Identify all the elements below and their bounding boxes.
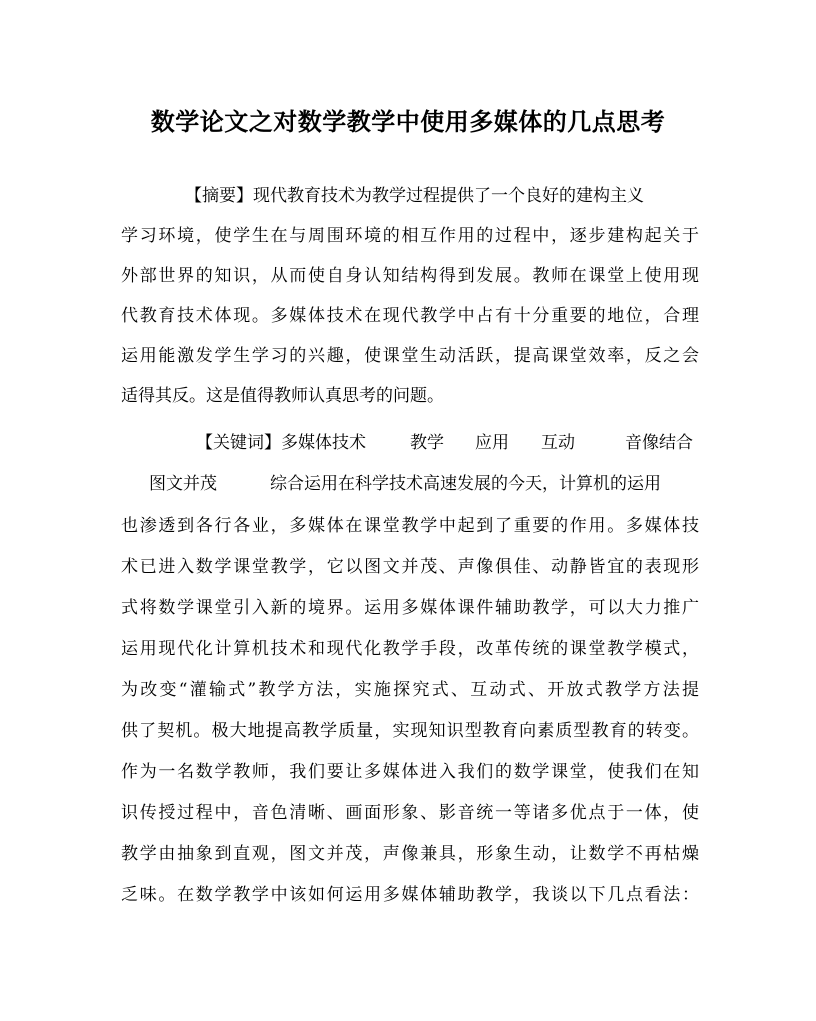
abstract-line: 代教育技术体现。多媒体技术在现代教学中占有十分重要的地位，合理 bbox=[121, 306, 699, 326]
abstract-line: 【摘要】现代教育技术为教学过程提供了一个良好的建构主义 bbox=[185, 186, 644, 206]
keyword: 应用 bbox=[475, 433, 509, 453]
abstract-line: 适得其反。这是值得教师认真思考的问题。 bbox=[121, 386, 444, 406]
body-line: 为改变“灌输式”教学方法，实施探究式、互动式、开放式教学方法提 bbox=[121, 680, 699, 700]
abstract-line: 运用能激发学生学习的兴趣，使课堂生动活跃，提高课堂效率，反之会 bbox=[121, 346, 699, 366]
body-line: 作为一名数学教师，我们要让多媒体进入我们的数学课堂，使我们在知 bbox=[121, 762, 699, 782]
document-title: 数学论文之对数学教学中使用多媒体的几点思考 bbox=[150, 107, 666, 136]
keyword: 图文并茂 bbox=[149, 474, 217, 494]
body-line: 运用现代化计算机技术和现代化教学手段，改革传统的课堂教学模式， bbox=[121, 639, 699, 659]
body-line: 式将数学课堂引入新的境界。运用多媒体课件辅助教学，可以大力推广 bbox=[121, 598, 699, 618]
abstract-line: 学习环境，使学生在与周围环境的相互作用的过程中，逐步建构起关于 bbox=[121, 226, 699, 246]
keywords-label: 【关键词】多媒体技术 bbox=[196, 433, 366, 453]
keywords-continuation-line bbox=[0, 469, 816, 499]
keyword: 教学 bbox=[410, 433, 444, 453]
body-line: 教学由抽象到直观，图文并茂，声像兼具，形象生动，让数学不再枯燥 bbox=[121, 844, 699, 864]
keywords-line bbox=[0, 428, 816, 458]
body-line: 乏味。在数学教学中该如何运用多媒体辅助教学，我谈以下几点看法： bbox=[121, 885, 699, 905]
body-line: 识传授过程中，音色清晰、画面形象、影音统一等诸多优点于一体，使 bbox=[121, 803, 699, 823]
keyword: 互动 bbox=[541, 433, 575, 453]
keyword: 音像结合 bbox=[625, 433, 693, 453]
body-first-segment: 综合运用在科学技术高速发展的今天，计算机的运用 bbox=[270, 474, 661, 494]
body-line: 术已进入数学课堂教学，它以图文并茂、声像俱佳、动静皆宜的表现形 bbox=[121, 557, 699, 577]
abstract-line: 外部世界的知识，从而使自身认知结构得到发展。教师在课堂上使用现 bbox=[121, 266, 699, 286]
body-line: 供了契机。极大地提高教学质量，实现知识型教育向素质型教育的转变。 bbox=[121, 721, 699, 741]
body-line: 也渗透到各行各业，多媒体在课堂教学中起到了重要的作用。多媒体技 bbox=[121, 516, 699, 536]
